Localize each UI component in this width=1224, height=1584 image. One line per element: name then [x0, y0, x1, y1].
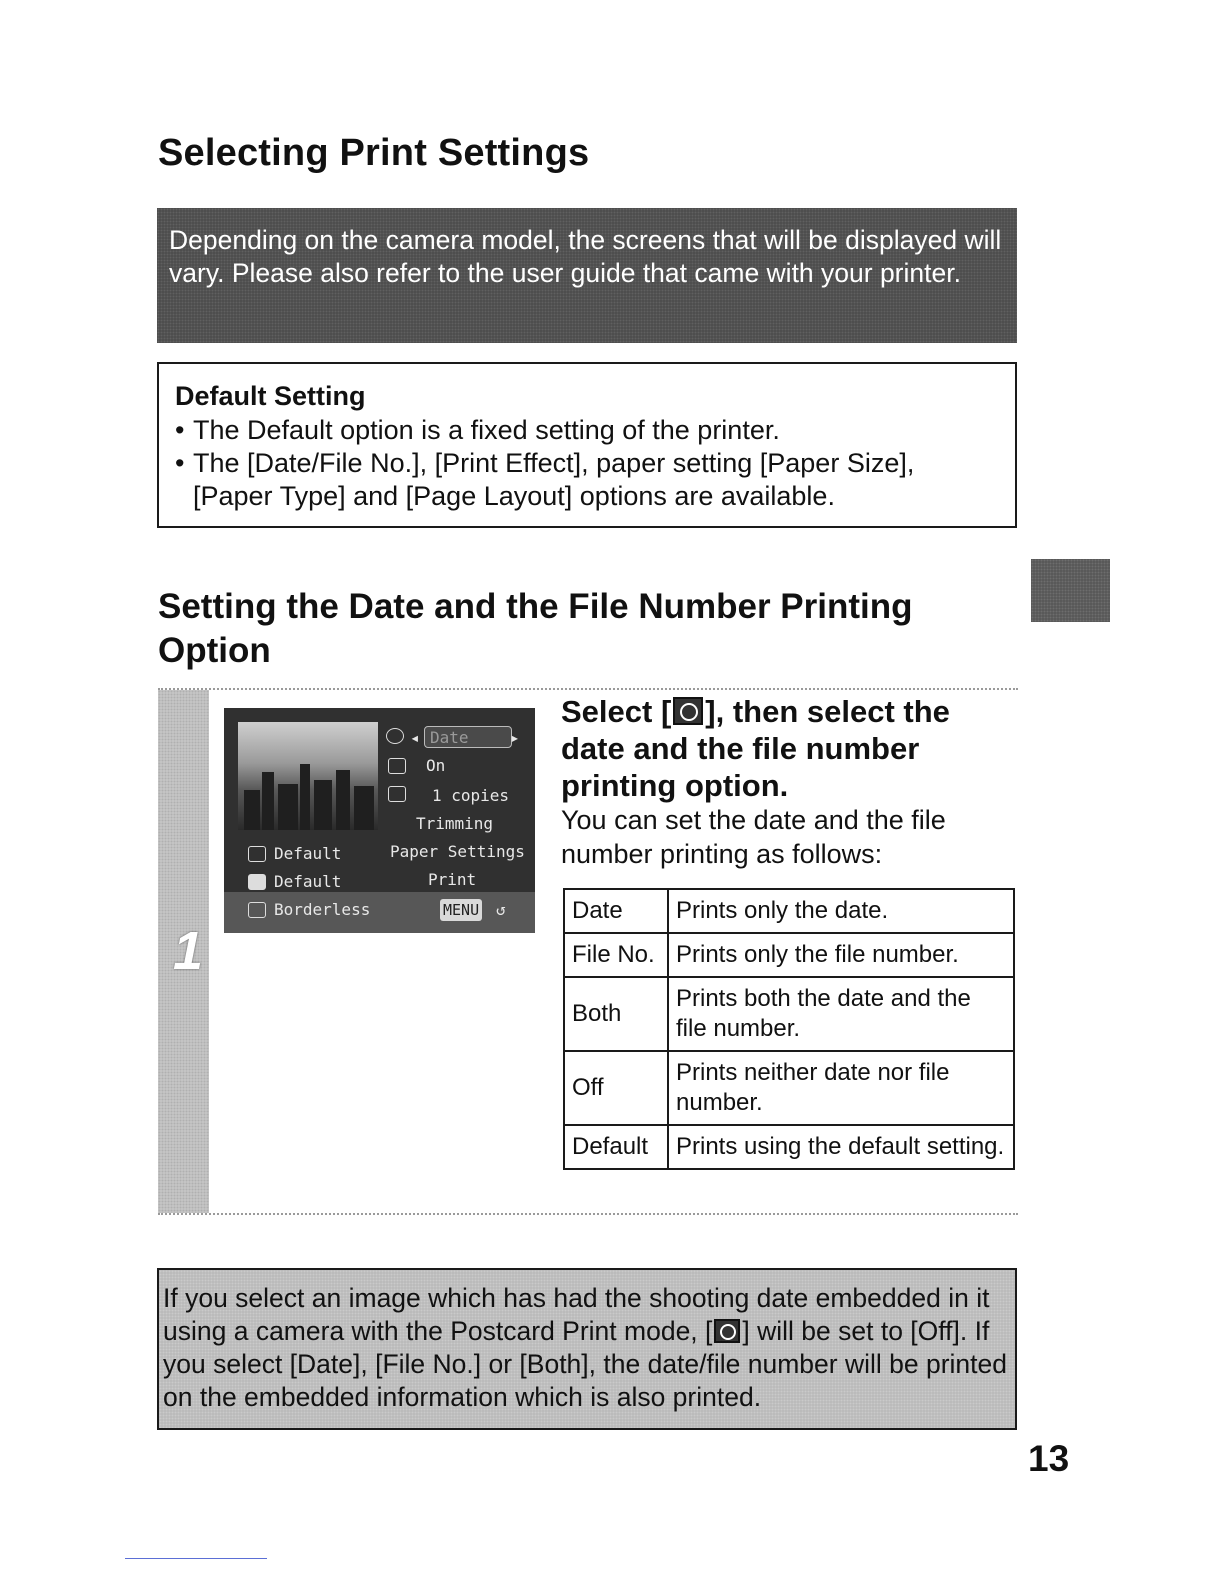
postcard-mode-note-text: [163, 1282, 1007, 1414]
bullet: •: [175, 448, 185, 478]
bullet: •: [175, 415, 185, 445]
list-item-text: The Default option is a fixed setting of the printer.: [193, 415, 780, 445]
note-part-2: ] will be set to [Off]. If you select [Date], [File No.] or [Both], the date/file number will be printed on the embedded information which is also printed.: [163, 1316, 1008, 1412]
option-value: Prints using the default setting.: [668, 1125, 1014, 1169]
option-value: Prints only the file number.: [668, 933, 1014, 977]
option-key: Default: [564, 1125, 668, 1169]
page-layout-icon: [248, 902, 266, 918]
date-print-icon: [386, 728, 404, 744]
print-effect-value: On: [426, 756, 446, 775]
option-value: Prints only the date.: [668, 889, 1014, 933]
step-instruction: [561, 693, 1001, 804]
footnote-rule: [125, 1558, 267, 1559]
screen-bottom-bar: [224, 892, 535, 933]
date-print-icon: [714, 1319, 740, 1343]
print-item[interactable]: Print: [428, 870, 477, 889]
copies-icon: [388, 786, 406, 802]
paper-size-value: Default: [274, 844, 342, 863]
note-part-1: If you select an image which has had the shooting date embedded in it using a camera with the Postcard Print mode, [: [163, 1283, 990, 1346]
paper-size-icon: [248, 846, 266, 862]
instruction-post: ], then select the date and the file number printing option.: [561, 694, 950, 803]
option-value: Prints neither date nor file number.: [668, 1051, 1014, 1125]
section-title: Setting the Date and the File Number Printing Option: [158, 587, 913, 670]
camera-screen: [224, 708, 535, 933]
option-key: File No.: [564, 933, 668, 977]
table-row: [564, 1125, 1014, 1169]
option-key: Date: [564, 889, 668, 933]
arrow-left-icon: ◂: [410, 728, 420, 747]
paper-settings-item[interactable]: Paper Settings: [390, 842, 525, 861]
page-layout-value: Borderless: [274, 900, 371, 919]
option-value: Prints both the date and the file number.: [668, 977, 1014, 1051]
step-description: You can set the date and the file number printing as follows:: [561, 805, 946, 869]
table-row: [564, 977, 1014, 1051]
copies-value: 1 copies: [432, 786, 510, 805]
table-row: [564, 1051, 1014, 1125]
date-option-table: [563, 888, 1015, 1170]
arrow-right-icon: ▸: [510, 728, 520, 747]
chapter-tab: [1031, 559, 1110, 622]
option-key: Off: [564, 1051, 668, 1125]
camera-model-note: [157, 208, 1017, 343]
table-row: [564, 889, 1014, 933]
menu-button[interactable]: MENU: [440, 899, 482, 921]
option-key: Both: [564, 977, 668, 1051]
date-option-value: Date: [430, 728, 469, 747]
list-item-text: The [Date/File No.], [Print Effect], paper setting [Paper Size], [Paper Type] and [Page Layout] options are available.: [193, 448, 915, 511]
date-print-icon: [673, 697, 703, 725]
print-effect-icon: [388, 758, 406, 774]
paper-type-value: Default: [274, 872, 342, 891]
list-item: [175, 414, 1001, 447]
default-setting-heading: Default Setting: [175, 381, 366, 411]
camera-model-note-text: Depending on the camera model, the screens that will be displayed will vary. Please also refer to the user guide that came with your printer.: [169, 225, 1002, 288]
paper-type-icon: [248, 874, 266, 890]
default-setting-list: [175, 414, 1001, 513]
table-row: [564, 933, 1014, 977]
back-icon: ↺: [496, 900, 506, 919]
page-title: Selecting Print Settings: [158, 132, 590, 174]
postcard-mode-note: [157, 1268, 1017, 1430]
step-number: 1: [172, 921, 204, 981]
default-setting-box: [157, 362, 1017, 528]
thumbnail-photo: [238, 722, 378, 830]
trimming-item[interactable]: Trimming: [416, 814, 494, 833]
list-item: [175, 447, 1001, 513]
instruction-pre: Select [: [561, 694, 672, 729]
page-number: 13: [1028, 1438, 1070, 1479]
